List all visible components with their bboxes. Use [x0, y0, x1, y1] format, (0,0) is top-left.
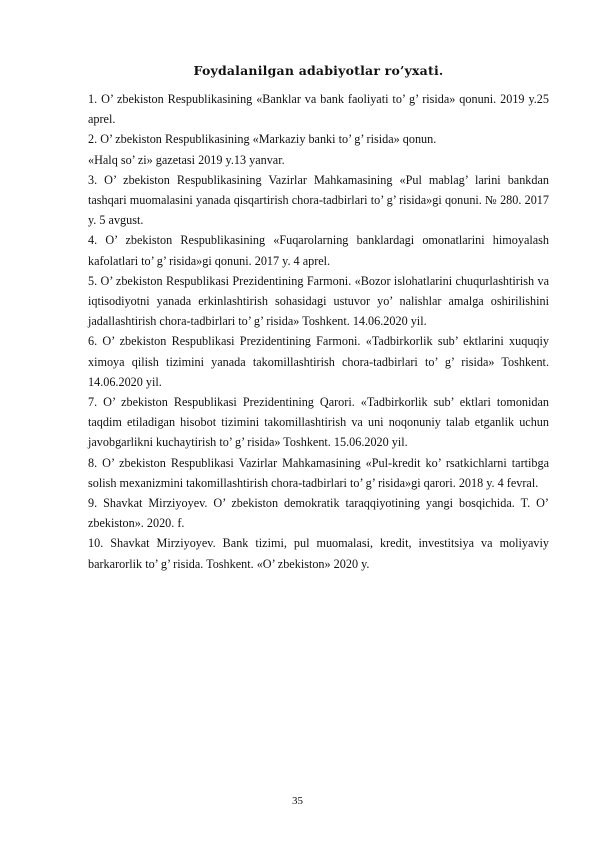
- page-title: Foydalanilgan adabiyotlar ro’yxati.: [193, 63, 444, 78]
- reference-list: [88, 89, 549, 574]
- reference-item-8: 8. O’ zbekiston Respublikasi Vazirlar Mahkamasining «Pul-kredit ko’ rsatkichlarni tartibga solish mexanizmini takomillashtirish chora-tadbirlari to’ g’ risida»gi qarori. 2018 y. 4 fevral.: [88, 455, 549, 490]
- reference-item-9: 9. Shavkat Mirziyoyev. O’ zbekiston demokratik taraqqiyotining yangi bosqichida. T. O’ zbekiston». 2020. f.: [88, 496, 549, 531]
- reference-item-1: 1. O’ zbekiston Respublikasining «Banklar va bank faoliyati to’ g’ risida» qonuni. 2019 y.25 aprel.: [88, 92, 549, 127]
- reference-item-4: 4. O’ zbekiston Respublikasining «Fuqarolarning banklardagi omonatlarini himoyalash kafolatlari to’ g’ risida»gi qonuni. 2017 y. 4 aprel.: [88, 233, 549, 268]
- page-number: 35: [292, 795, 303, 807]
- reference-item-7: 7. O’ zbekiston Respublikasi Prezidentining Qarori. «Tadbirkorlik sub’ ektlari tomonidan taqdim etiladigan hisobot tizimini takomillashtirish va uni noqonuniy talab etganlik uchun javobgarlikni kuchaytirish to’ g’ risida» Toshkent. 15.06.2020 yil.: [88, 395, 549, 450]
- reference-item-10: 10. Shavkat Mirziyoyev. Bank tizimi, pul muomalasi, kredit, investitsiya va moliyaviy barkarorlik to’ g’ risida. Toshkent. «O’ zbekiston» 2020 y.: [88, 536, 549, 571]
- reference-item-3: 3. O’ zbekiston Respublikasining Vazirlar Mahkamasining «Pul mablag’ larini bankdan tashqari muomalasini yanada qisqartirish chora-tadbirlari to’ g’ risida»gi qonuni. № 280. 2017 y. 5 avgust.: [88, 172, 549, 228]
- reference-item-2: 2. O’ zbekiston Respublikasining «Markaziy banki to’ g’ risida» qonun.: [88, 132, 437, 147]
- reference-item-5: 5. O’ zbekiston Respublikasi Prezidentining Farmoni. «Bozor islohatlarini chuqurlashtirish va iqtisodiyotni yanada erkinlashtirish sohasidagi ustuvor yo’ nalishlar amalga oshirilishini jadallashtirish chora-tadbirlari to’ g’ risida» Toshkent. 14.06.2020 yil.: [88, 273, 549, 329]
- reference-item-6: 6. O’ zbekiston Respublikasi Prezidentining Farmoni. «Tadbirkorlik sub’ ektlarini xuquqiy ximoya qilish tizimini yanada takomillashtirish chora-tadbirlari to’ g’ risida» Toshkent. 14.06.2020 yil.: [88, 334, 549, 389]
- reference-item-2-continuation: «Halq so’ zi» gazetasi 2019 y.13 yanvar.: [88, 152, 285, 167]
